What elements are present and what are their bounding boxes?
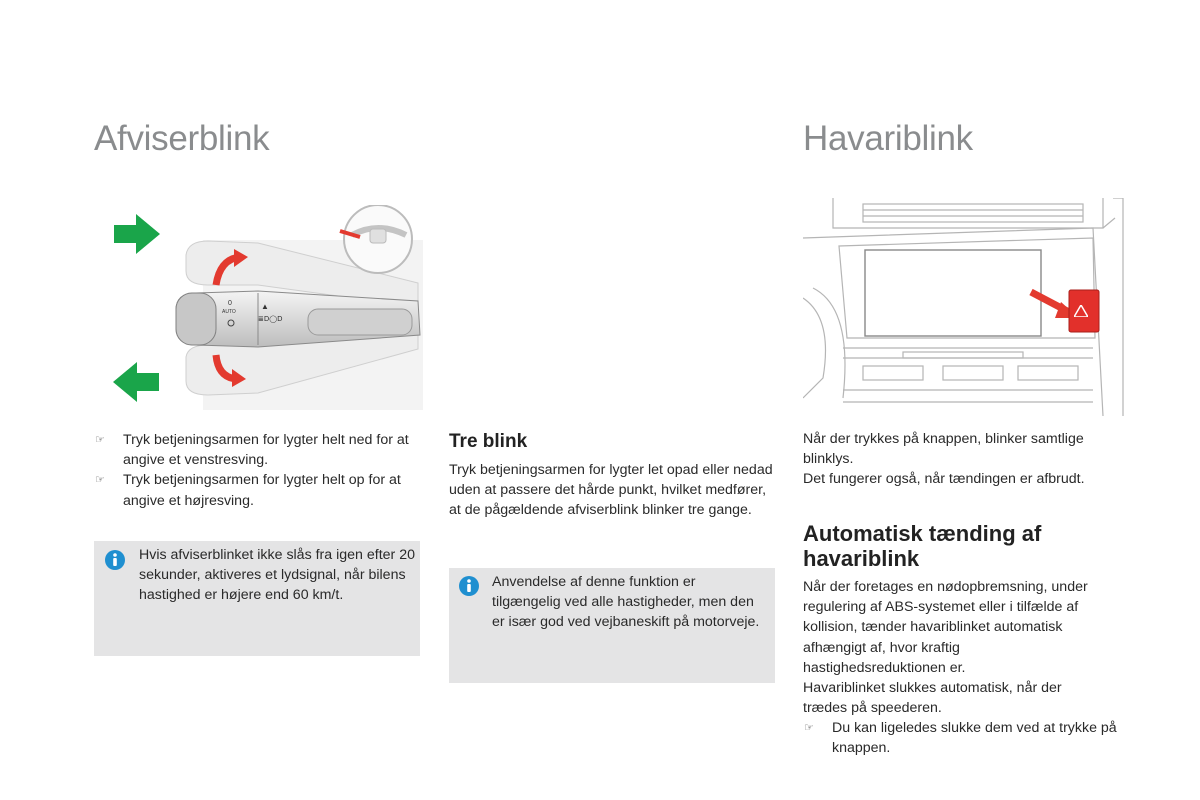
svg-text:▲: ▲ [261,302,269,311]
page-title-afviserblink: Afviserblink [94,119,270,158]
havari-para-3: Når der foretages en nødopbremsning, under regulering af ABS-systemet eller i tilfælde af kollision, tænder havariblinket automatisk afhængigt af, hvor kraftig hastighedsreduktionen er. [803,579,1088,676]
paragraph-tre-blink: Tryk betjeningsarmen for lygter let opad eller nedad uden at passere det hårde punkt, hvilket medfører, at de pågældende afviserblink blinker tre gange. [449,462,773,519]
info-box-middle [449,568,775,683]
heading-automatisk-taending: Automatisk tænding af havariblink [803,521,1042,571]
hazard-triangle-icon [1074,305,1088,317]
info-text-left: Hvis afviserblinket ikke slås fra igen efter 20 sekunder, aktiveres et lydsignal, når bilens hastighed er højere end 60 km/t. [139,547,415,604]
heading-tre-blink: Tre blink [449,431,528,452]
havari-para-4: Havariblinket slukkes automatisk, når der trædes på speederen. [803,680,1062,717]
svg-text:≣D◯D: ≣D◯D [258,315,283,323]
green-arrow-left-icon [113,362,159,402]
left-bullet-list [94,430,424,511]
stalk-label-auto: AUTO [222,309,236,315]
pointing-hand-icon: ☞ [804,722,814,734]
list-item: ☞ Tryk betjeningsarmen for lygter helt op for at angive et højresving. [95,472,401,509]
pointing-hand-icon: ☞ [95,434,105,446]
list-item: ☞ Du kan ligeledes slukke dem ved at trykke på knappen. [804,720,1117,757]
right-bullet-list [803,718,1133,758]
info-box-left [94,541,420,656]
havari-para-2: Det fungerer også, når tændingen er afbrudt. [803,471,1085,487]
page-title-havariblink: Havariblink [803,119,973,158]
stalk-label-zero: 0 [228,300,232,307]
pointing-hand-icon: ☞ [95,474,105,487]
havari-para-1: Når der trykkes på knappen, blinker samtlige blinklys. [803,431,1084,468]
info-icon [104,549,126,571]
list-item: ☞ Tryk betjeningsarmen for lygter helt ned for at angive et venstresving. [95,432,409,469]
green-arrow-right-icon [114,214,160,254]
info-icon [458,575,480,597]
info-text-middle: Anvendelse af denne funktion er tilgængelig ved alle hastigheder, men den er især god ved vejbaneskift på motorveje. [492,574,760,631]
